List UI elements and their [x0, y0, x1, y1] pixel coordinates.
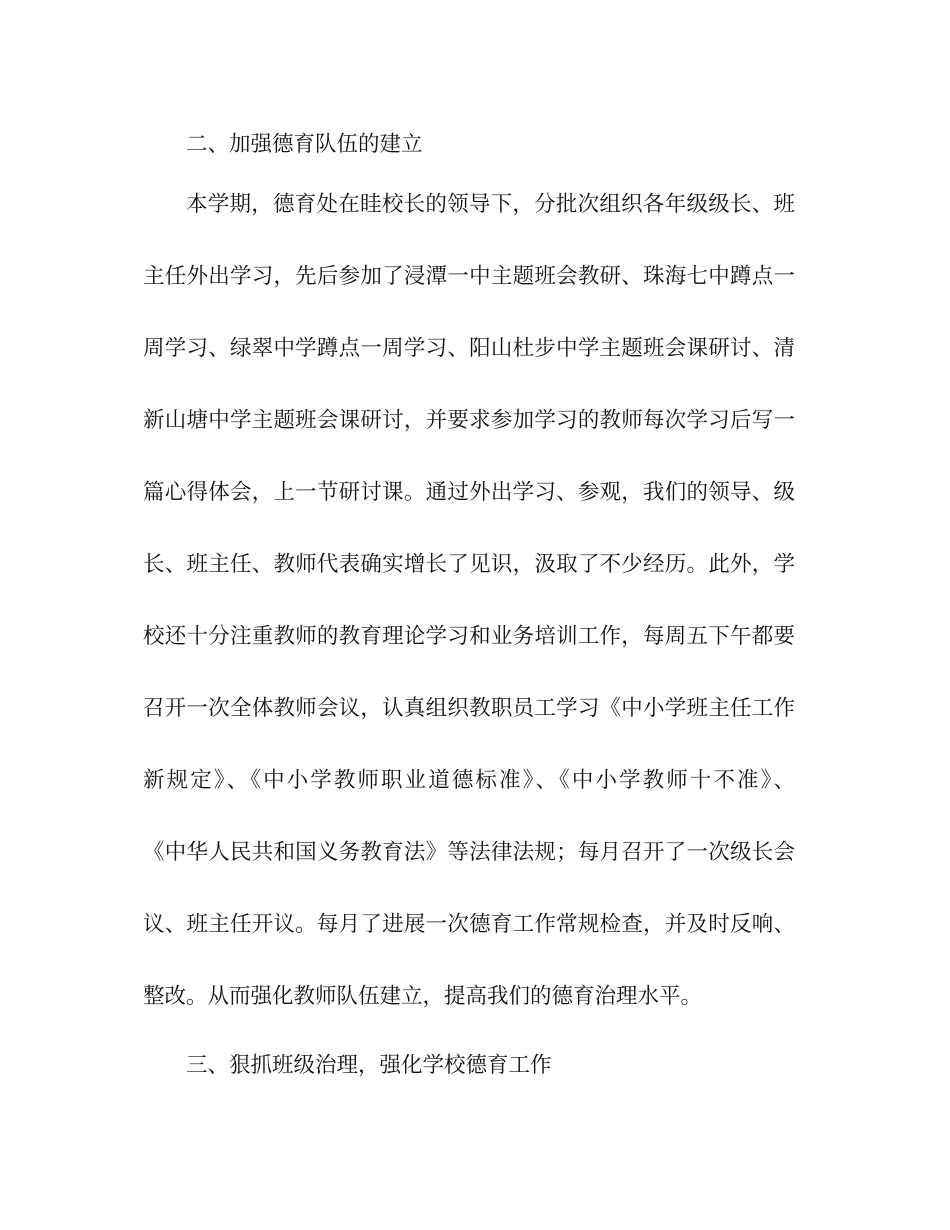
paragraph-line-7: 校还十分注重教师的教育理论学习和业务培训工作，每周五下午都要: [143, 624, 795, 649]
paragraph-line-2: 主任外出学习，先后参加了浸潭一中主题班会教研、珠海七中蹲点一: [143, 264, 795, 289]
paragraph-line-9: 新规定》、《中小学教师职业道德标准》、《中小学教师十不准》、: [143, 768, 795, 793]
paragraph-line-8: 召开一次全体教师会议，认真组织教职员工学习《中小学班主任工作: [143, 696, 795, 721]
paragraph-line-1: 本学期，德育处在眭校长的领导下，分批次组织各年级级长、班: [186, 192, 795, 217]
section-heading-2: 二、加强德育队伍的建立: [186, 132, 423, 157]
paragraph-line-6: 长、班主任、教师代表确实增长了见识，汲取了不少经历。此外，学: [143, 552, 795, 577]
paragraph-line-3: 周学习、绿翠中学蹲点一周学习、阳山杜步中学主题班会课研讨、清: [143, 336, 795, 361]
paragraph-line-10: 《中华人民共和国义务教育法》等法律法规；每月召开了一次级长会: [143, 840, 795, 865]
paragraph-line-4: 新山塘中学主题班会课研讨，并要求参加学习的教师每次学习后写一: [143, 408, 795, 433]
paragraph-line-12: 整改。从而强化教师队伍建立，提高我们的德育治理水平。: [143, 984, 703, 1009]
paragraph-line-11: 议、班主任开议。每月了进展一次德育工作常规检查，并及时反响、: [143, 912, 795, 937]
section-heading-3: 三、狠抓班级治理，强化学校德育工作: [186, 1053, 552, 1078]
paragraph-line-5: 篇心得体会，上一节研讨课。通过外出学习、参观，我们的领导、级: [143, 480, 795, 505]
